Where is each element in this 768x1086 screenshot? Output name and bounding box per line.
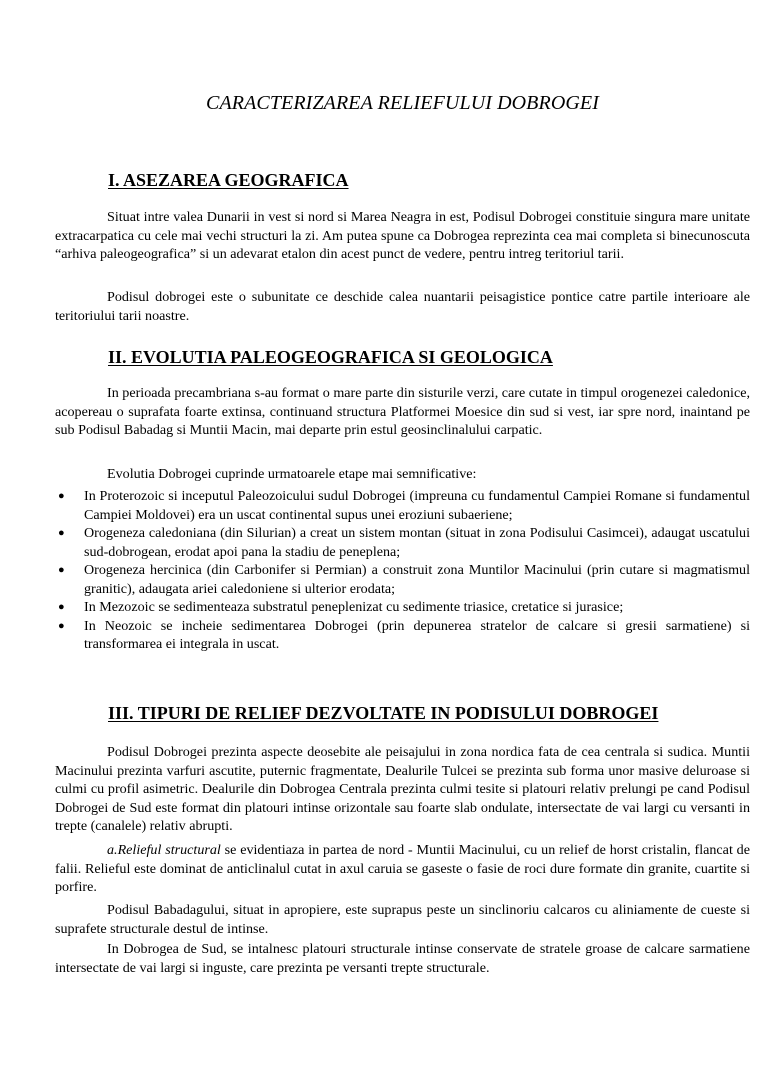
relief-structural-text: se evidentiaza in partea de nord - Muntii Macinului, cu un relief de horst cristalin, flancat de falii. Relieful este dominat de anticlinalul cutat in axul caruia se gaseste o fasie de roci dure formate din granite, cuartite si porfire.	[55, 842, 750, 895]
bullet-icon: ●	[58, 564, 65, 576]
paragraph-relief-1: Podisul Dobrogei prezinta aspecte deosebite ale peisajului in zona nordica fata de cea centrala si sudica. Muntii Macinului prezinta varfuri ascutite, puternic fragmentate, Dealurile Tulcei se prezinta sub forma unor masive deluroase si culmi cu profil asimetric. Dealurile din Dobrogea Centrala prezinta culmi tesite si platouri relativ prelungi pe cand Podisul Dobrogei de Sud este format din platouri intinse orizontale sau foarte slab ondulate, intersectate de vai largi cu versanti in trepte (canalele) relativ abrupti.	[55, 744, 750, 834]
list-item-text: Orogeneza hercinica (din Carbonifer si Permian) a construit zona Muntilor Macinului (prin cutare si magmatismul granitic), adaugata ariei caledoniene si ulterior erodata;	[84, 562, 750, 597]
document-title: CARACTERIZAREA RELIEFULUI DOBROGEI	[206, 92, 599, 114]
section-heading-asezarea: I. ASEZAREA GEOGRAFICA	[108, 170, 349, 190]
paragraph-babadag: Podisul Babadagului, situat in apropiere, este suprapus peste un sinclinoriu calcaros cu aliniamente de cueste si suprafete structurale destul de intinse.	[55, 902, 750, 937]
paragraph-asezarea-1: Situat intre valea Dunarii in vest si nord si Marea Neagra in est, Podisul Dobrogei constituie singura mare unitate extracarpatica cu cele mai vechi structuri la zi. Am putea spune ca Dobrogea reprezinta cea mai completa si binecunoscuta “arhiva paleogeografica” si un adevarat etalon din acest punct de vedere, pentru intreg teritoriul tarii.	[55, 209, 750, 262]
list-item	[55, 598, 750, 617]
bullet-icon: ●	[58, 601, 65, 613]
section-heading-tipuri-relief: III. TIPURI DE RELIEF DEZVOLTATE IN PODISULUI DOBROGEI	[108, 703, 659, 723]
list-item	[55, 524, 750, 561]
relief-structural-term: a.Relieful structural	[107, 842, 221, 858]
paragraph-evolutia-2: Evolutia Dobrogei cuprinde urmatoarele etape mai semnificative:	[107, 466, 477, 482]
list-item-text: In Neozoic se incheie sedimentarea Dobrogei (prin depunerea stratelor de calcare si gresii sarmatiene) si transformarea ei integrala in uscat.	[84, 617, 750, 652]
list-item-text: In Mezozoic se sedimenteaza substratul peneplenizat cu sedimente triasice, cretatice si jurasice;	[84, 599, 624, 615]
paragraph-evolutia-1: In perioada precambriana s-au format o mare parte din sisturile verzi, care cutate in timpul orogenezei caledonice, acopereau o suprafata foarte extinsa, continuand structura Platformei Moesice din sud si vest, iar spre nord, inaintand pe sub Podisul Babadag si Muntii Macin, mai departe prin estul geosinclinalului carpatic.	[55, 385, 750, 438]
list-item-text: Orogeneza caledoniana (din Silurian) a creat un sistem montan (situat in zona Podisului Casimcei), adaugat uscatului sud-dobrogean, erodat apoi pana la stadiu de peneplena;	[84, 525, 750, 560]
section-heading-evolutia: II. EVOLUTIA PALEOGEOGRAFICA SI GEOLOGICA	[108, 347, 553, 367]
bullet-icon: ●	[58, 490, 65, 502]
bullet-icon: ●	[58, 619, 65, 632]
list-item	[55, 487, 750, 524]
list-item-text: In Proterozoic si inceputul Paleozoicului sudul Dobrogei (impreuna cu fundamentul Campiei Romane si fundamentul Campiei Moldovei) era un uscat continental supus unei eroziuni subaeriene;	[84, 488, 750, 523]
list-item	[55, 617, 750, 654]
paragraph-asezarea-2: Podisul dobrogei este o subunitate ce deschide calea nuantarii peisagistice pontice catre partile interioare ale teritoriului tarii noastre.	[55, 289, 750, 324]
paragraph-relief-structural	[55, 841, 750, 897]
etape-list	[55, 487, 750, 654]
bullet-icon: ●	[58, 527, 65, 539]
list-item	[55, 561, 750, 598]
paragraph-dobrogea-sud: In Dobrogea de Sud, se intalnesc platouri structurale intinse conservate de stratele groase de calcare sarmatiene intersectate de vai largi si inguste, care prezinta pe versanti trepte structurale.	[55, 941, 750, 976]
